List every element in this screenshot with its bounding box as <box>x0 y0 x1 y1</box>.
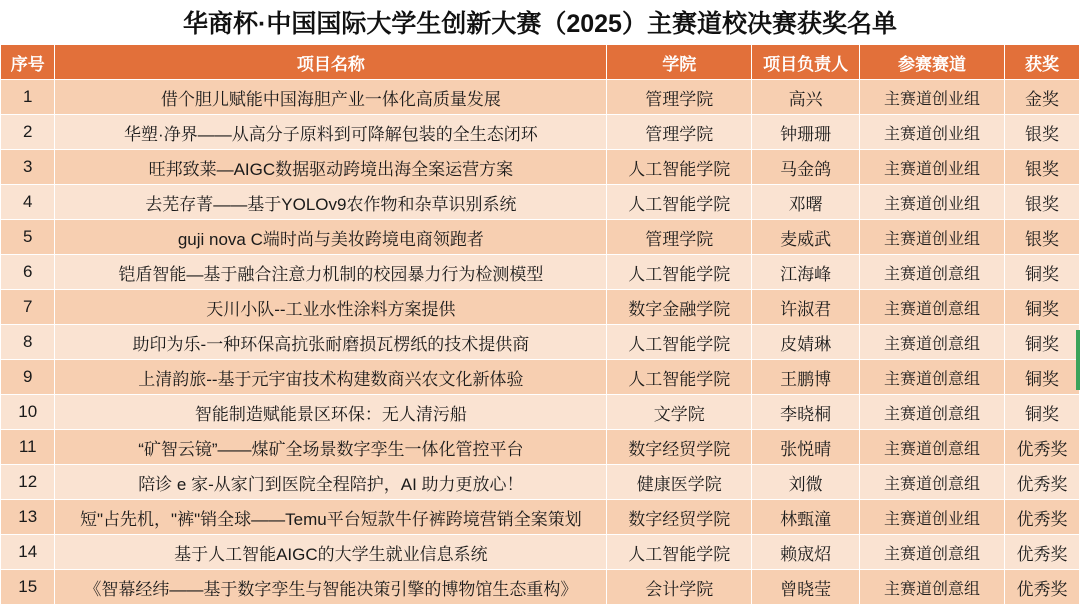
cell-college: 人工智能学院 <box>607 360 752 395</box>
cell-no: 15 <box>1 570 55 605</box>
cell-no: 1 <box>1 80 55 115</box>
cell-award: 金奖 <box>1004 80 1079 115</box>
table-header-row <box>1 45 1080 80</box>
cell-track: 主赛道创业组 <box>860 80 1005 115</box>
table-row <box>1 535 1080 570</box>
cell-leader: 许淑君 <box>752 290 860 325</box>
column-header-track: 参赛赛道 <box>860 45 1005 80</box>
cell-project: 借个胆儿赋能中国海胆产业一体化高质量发展 <box>55 80 607 115</box>
cell-college: 人工智能学院 <box>607 185 752 220</box>
cell-project: 铠盾智能—基于融合注意力机制的校园暴力行为检测模型 <box>55 255 607 290</box>
cell-award: 铜奖 <box>1004 255 1079 290</box>
cell-college: 数字经贸学院 <box>607 500 752 535</box>
cell-no: 7 <box>1 290 55 325</box>
cell-college: 人工智能学院 <box>607 325 752 360</box>
cell-no: 6 <box>1 255 55 290</box>
cell-award: 优秀奖 <box>1004 430 1079 465</box>
cell-award: 铜奖 <box>1004 360 1079 395</box>
cell-track: 主赛道创意组 <box>860 535 1005 570</box>
column-header-no: 序号 <box>1 45 55 80</box>
cell-leader: 皮婧琳 <box>752 325 860 360</box>
cell-leader: 麦威武 <box>752 220 860 255</box>
cell-college: 管理学院 <box>607 220 752 255</box>
column-header-leader: 项目负责人 <box>752 45 860 80</box>
cell-project: 短"占先机，"裤"销全球——Temu平台短款牛仔裤跨境营销全案策划 <box>55 500 607 535</box>
cell-leader: 林甄潼 <box>752 500 860 535</box>
cell-leader: 曾晓莹 <box>752 570 860 605</box>
cell-college: 健康医学院 <box>607 465 752 500</box>
cell-track: 主赛道创业组 <box>860 500 1005 535</box>
cell-project: 《智幕经纬——基于数字孪生与智能决策引擎的博物馆生态重构》 <box>55 570 607 605</box>
cell-college: 数字经贸学院 <box>607 430 752 465</box>
table-body <box>1 80 1080 605</box>
cell-project: 助印为乐-一种环保高抗张耐磨损瓦楞纸的技术提供商 <box>55 325 607 360</box>
cell-track: 主赛道创业组 <box>860 115 1005 150</box>
cell-no: 2 <box>1 115 55 150</box>
cell-award: 优秀奖 <box>1004 465 1079 500</box>
cell-no: 12 <box>1 465 55 500</box>
cell-no: 11 <box>1 430 55 465</box>
cell-award: 铜奖 <box>1004 290 1079 325</box>
cell-track: 主赛道创业组 <box>860 220 1005 255</box>
cell-college: 管理学院 <box>607 80 752 115</box>
cell-no: 5 <box>1 220 55 255</box>
cell-track: 主赛道创意组 <box>860 255 1005 290</box>
page-title: 华商杯·中国国际大学生创新大赛（2025）主赛道校决赛获奖名单 <box>183 10 897 38</box>
cell-college: 人工智能学院 <box>607 150 752 185</box>
cell-college: 人工智能学院 <box>607 535 752 570</box>
cell-no: 10 <box>1 395 55 430</box>
table-row <box>1 465 1080 500</box>
cell-award: 银奖 <box>1004 220 1079 255</box>
table-row <box>1 395 1080 430</box>
cell-leader: 刘微 <box>752 465 860 500</box>
cell-track: 主赛道创业组 <box>860 185 1005 220</box>
cell-award: 优秀奖 <box>1004 570 1079 605</box>
cell-track: 主赛道创业组 <box>860 150 1005 185</box>
table-row <box>1 80 1080 115</box>
cell-award: 银奖 <box>1004 150 1079 185</box>
table-row <box>1 220 1080 255</box>
cell-no: 13 <box>1 500 55 535</box>
cell-no: 8 <box>1 325 55 360</box>
cell-project: “矿智云镜”——煤矿全场景数字孪生一体化管控平台 <box>55 430 607 465</box>
page-title-bar <box>0 0 1080 44</box>
cell-no: 3 <box>1 150 55 185</box>
cell-college: 会计学院 <box>607 570 752 605</box>
cell-project: 旺邦致莱—AIGC数据驱动跨境出海全案运营方案 <box>55 150 607 185</box>
cell-college: 数字金融学院 <box>607 290 752 325</box>
cell-leader: 马金鸽 <box>752 150 860 185</box>
cell-track: 主赛道创意组 <box>860 360 1005 395</box>
cell-project: 陪诊 e 家-从家门到医院全程陪护，AI 助力更放心！ <box>55 465 607 500</box>
cell-project: 天川小队--工业水性涂料方案提供 <box>55 290 607 325</box>
cell-track: 主赛道创意组 <box>860 395 1005 430</box>
cell-college: 人工智能学院 <box>607 255 752 290</box>
cell-award: 银奖 <box>1004 185 1079 220</box>
table-row <box>1 255 1080 290</box>
table-row <box>1 430 1080 465</box>
cell-leader: 高兴 <box>752 80 860 115</box>
cell-award: 优秀奖 <box>1004 535 1079 570</box>
cell-leader: 张悦晴 <box>752 430 860 465</box>
scroll-indicator[interactable] <box>1076 330 1080 390</box>
cell-leader: 赖宬炤 <box>752 535 860 570</box>
cell-leader: 王鹏博 <box>752 360 860 395</box>
cell-leader: 钟珊珊 <box>752 115 860 150</box>
cell-track: 主赛道创意组 <box>860 465 1005 500</box>
table-row <box>1 570 1080 605</box>
cell-no: 4 <box>1 185 55 220</box>
table-row <box>1 150 1080 185</box>
cell-project: 上清韵旅--基于元宇宙技术构建数商兴农文化新体验 <box>55 360 607 395</box>
cell-award: 优秀奖 <box>1004 500 1079 535</box>
cell-no: 14 <box>1 535 55 570</box>
table-header <box>1 45 1080 80</box>
cell-no: 9 <box>1 360 55 395</box>
cell-leader: 邓曙 <box>752 185 860 220</box>
cell-track: 主赛道创意组 <box>860 570 1005 605</box>
table-row <box>1 185 1080 220</box>
cell-college: 管理学院 <box>607 115 752 150</box>
cell-award: 银奖 <box>1004 115 1079 150</box>
cell-track: 主赛道创意组 <box>860 290 1005 325</box>
cell-project: 华塑·净界——从高分子原料到可降解包装的全生态闭环 <box>55 115 607 150</box>
cell-project: 去芜存菁——基于YOLOv9农作物和杂草识别系统 <box>55 185 607 220</box>
table-row <box>1 325 1080 360</box>
cell-award: 铜奖 <box>1004 325 1079 360</box>
column-header-project: 项目名称 <box>55 45 607 80</box>
table-row <box>1 360 1080 395</box>
cell-leader: 李晓桐 <box>752 395 860 430</box>
cell-project: 智能制造赋能景区环保：无人清污船 <box>55 395 607 430</box>
cell-project: guji nova C端时尚与美妆跨境电商领跑者 <box>55 220 607 255</box>
cell-award: 铜奖 <box>1004 395 1079 430</box>
column-header-college: 学院 <box>607 45 752 80</box>
table-row <box>1 500 1080 535</box>
column-header-award: 获奖 <box>1004 45 1079 80</box>
cell-track: 主赛道创意组 <box>860 430 1005 465</box>
cell-project: 基于人工智能AIGC的大学生就业信息系统 <box>55 535 607 570</box>
table-row <box>1 115 1080 150</box>
cell-college: 文学院 <box>607 395 752 430</box>
table-row <box>1 290 1080 325</box>
cell-leader: 江海峰 <box>752 255 860 290</box>
cell-track: 主赛道创意组 <box>860 325 1005 360</box>
award-table <box>0 44 1080 605</box>
